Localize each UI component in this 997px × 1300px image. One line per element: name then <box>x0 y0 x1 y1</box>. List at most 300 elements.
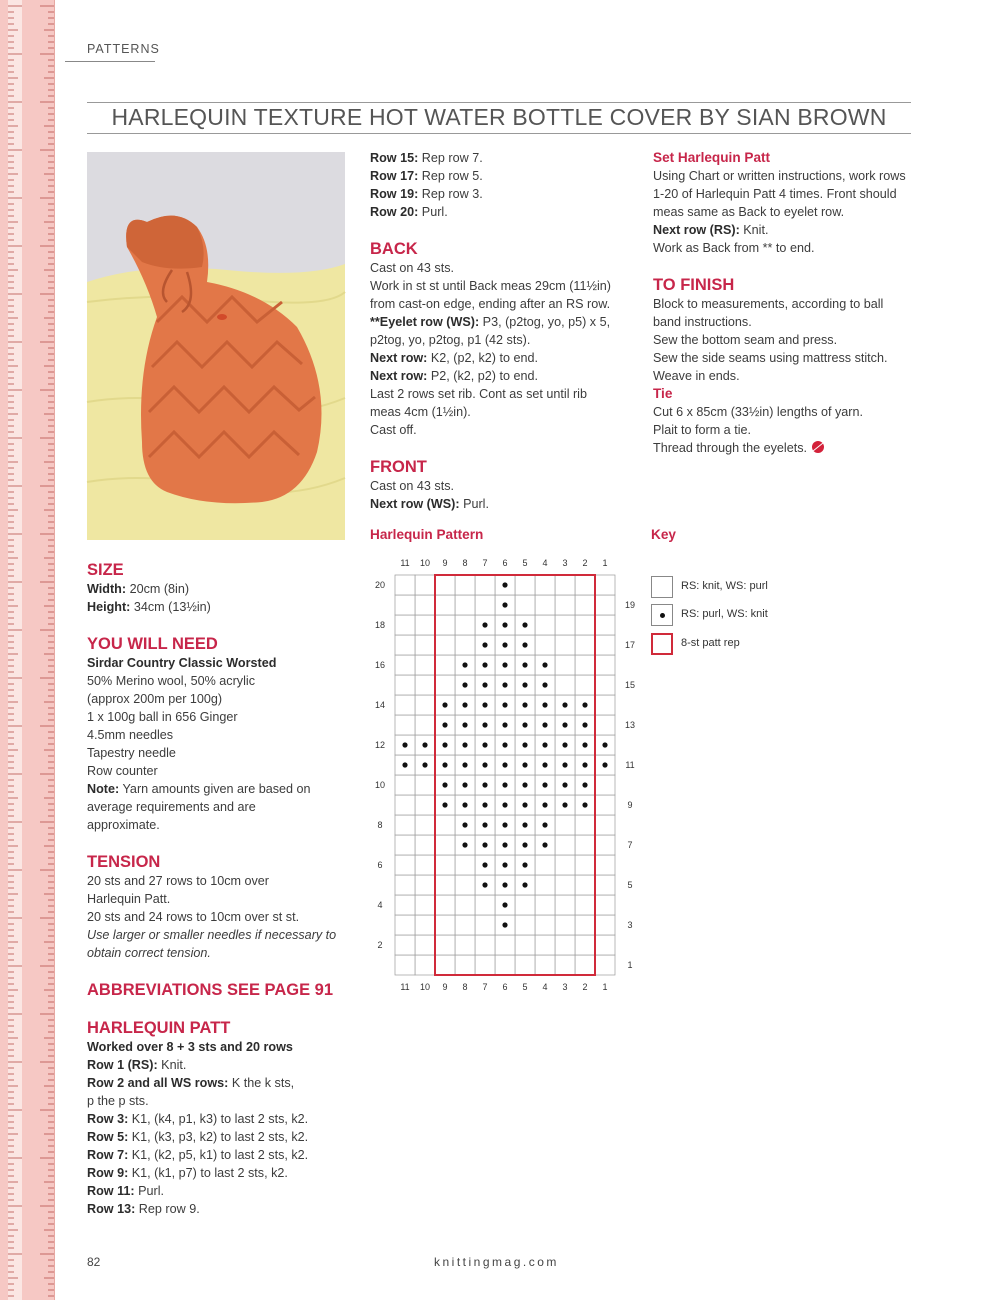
chart-cell <box>595 895 615 915</box>
purl-dot <box>482 782 487 787</box>
back-next-row: Next row: K2, (p2, k2) to end. <box>370 351 538 365</box>
chart-cell <box>595 935 615 955</box>
purl-dot <box>582 742 587 747</box>
column-label-top: 6 <box>502 558 508 568</box>
chart-cell <box>415 955 435 975</box>
column-label-bottom: 2 <box>582 982 588 992</box>
chart-cell <box>455 575 475 595</box>
chart-cell <box>395 775 415 795</box>
row-label-ws: 12 <box>374 740 386 750</box>
finish-line: Weave in ends. <box>653 369 740 383</box>
purl-dot <box>542 762 547 767</box>
row-label-rs: 11 <box>625 760 635 770</box>
tie-heading: Tie <box>653 386 673 401</box>
purl-dot <box>502 602 507 607</box>
chart-cell <box>595 695 615 715</box>
pattern-row: Row 9: K1, (k1, p7) to last 2 sts, k2. <box>87 1166 288 1180</box>
purl-dot <box>462 822 467 827</box>
pattern-row: Row 15: Rep row 7. <box>370 151 483 165</box>
purl-dot <box>522 882 527 887</box>
row-label-rs: 7 <box>627 840 633 850</box>
chart-cell <box>415 695 435 715</box>
purl-dot <box>542 842 547 847</box>
chart-cell <box>395 815 415 835</box>
chart-cell <box>515 955 535 975</box>
chart-cell <box>535 955 555 975</box>
chart-cell <box>395 635 415 655</box>
row-label-ws: 16 <box>374 660 386 670</box>
column-label-bottom: 10 <box>419 982 431 992</box>
chart-cell <box>535 615 555 635</box>
finish-heading: TO FINISH <box>653 276 735 294</box>
harlequin-chart <box>370 550 636 1000</box>
row-label-ws: 10 <box>374 780 386 790</box>
row-label-rs: 3 <box>627 920 633 930</box>
purl-dot <box>562 702 567 707</box>
purl-dot <box>462 802 467 807</box>
need-line: 50% Merino wool, 50% acrylic <box>87 674 255 688</box>
purl-dot <box>442 782 447 787</box>
page-number: 82 <box>87 1255 101 1269</box>
purl-dot <box>542 822 547 827</box>
row-label-ws: 4 <box>377 900 383 910</box>
chart-cell <box>395 715 415 735</box>
chart-cell <box>395 795 415 815</box>
chart-cell <box>415 595 435 615</box>
chart-cell <box>395 575 415 595</box>
column-label-bottom: 7 <box>482 982 488 992</box>
purl-dot <box>442 702 447 707</box>
chart-cell <box>595 835 615 855</box>
need-heading: YOU WILL NEED <box>87 635 218 653</box>
chart-cell <box>415 835 435 855</box>
chart-cell <box>435 635 455 655</box>
chart-cell <box>455 875 475 895</box>
purl-dot <box>482 862 487 867</box>
chart-cell <box>555 895 575 915</box>
yarn-ball-end-icon <box>811 440 825 454</box>
ruler-ticks <box>0 0 54 1300</box>
column-label-top: 9 <box>442 558 448 568</box>
purl-dot <box>562 762 567 767</box>
row-label-rs: 13 <box>624 720 636 730</box>
tension-line: 20 sts and 27 rows to 10cm over Harlequin Patt. <box>87 874 270 906</box>
back-heading: BACK <box>370 240 418 258</box>
need-note: Note: Yarn amounts given are based on average requirements and are approximate. <box>87 782 311 832</box>
column-label-bottom: 9 <box>442 982 448 992</box>
need-line: 1 x 100g ball in 656 Ginger <box>87 710 238 724</box>
finish-line: Sew the side seams using mattress stitch. <box>653 351 888 365</box>
purl-dot <box>502 782 507 787</box>
chart-cell <box>435 615 455 635</box>
need-line: Tapestry needle <box>87 746 176 760</box>
size-width: Width: 20cm (8in) <box>87 582 190 596</box>
chart-cell <box>415 615 435 635</box>
chart-cell <box>435 855 455 875</box>
purl-dot <box>442 802 447 807</box>
purl-dot <box>542 702 547 707</box>
purl-dot <box>502 582 507 587</box>
column-left <box>87 560 347 1218</box>
chart-cell <box>435 595 455 615</box>
chart-cell <box>555 835 575 855</box>
column-label-top: 11 <box>400 558 410 568</box>
front-next-row: Next row (WS): Purl. <box>370 497 489 511</box>
purl-dot <box>542 782 547 787</box>
chart-cell <box>575 875 595 895</box>
tie-line: Plait to form a tie. <box>653 423 751 437</box>
chart-cell <box>395 955 415 975</box>
chart-cell <box>455 595 475 615</box>
purl-dot <box>502 902 507 907</box>
chart-cell <box>575 615 595 635</box>
purl-dot <box>482 722 487 727</box>
purl-dot <box>462 842 467 847</box>
purl-dot <box>482 662 487 667</box>
chart-cell <box>455 955 475 975</box>
chart-cell <box>455 855 475 875</box>
chart-cell <box>595 955 615 975</box>
chart-cell <box>595 875 615 895</box>
purl-dot <box>502 622 507 627</box>
chart-cell <box>515 895 535 915</box>
title-rule-top <box>87 102 911 103</box>
chart-cell <box>415 875 435 895</box>
purl-dot <box>522 822 527 827</box>
row-label-ws: 20 <box>374 580 386 590</box>
purl-dot <box>522 842 527 847</box>
purl-dot <box>522 782 527 787</box>
chart-cell <box>495 935 515 955</box>
front-heading: FRONT <box>370 458 427 476</box>
side-ruler <box>0 0 55 1300</box>
purl-dot <box>562 742 567 747</box>
purl-dot <box>502 922 507 927</box>
chart-cell <box>555 635 575 655</box>
pattern-row: Row 5: K1, (k3, p3, k2) to last 2 sts, k2. <box>87 1130 309 1144</box>
chart-cell <box>455 635 475 655</box>
chart-cell <box>555 935 575 955</box>
column-label-top: 10 <box>419 558 431 568</box>
chart-cell <box>515 915 535 935</box>
chart-cell <box>595 595 615 615</box>
row-label-rs: 1 <box>627 960 633 970</box>
purl-dot <box>582 802 587 807</box>
chart-cell <box>395 895 415 915</box>
purl-dot <box>602 762 607 767</box>
size-heading: SIZE <box>87 561 124 579</box>
purl-dot <box>442 722 447 727</box>
purl-dot <box>522 622 527 627</box>
column-label-top: 1 <box>602 558 608 568</box>
purl-dot <box>522 802 527 807</box>
chart-cell <box>435 655 455 675</box>
back-line: Cast off. <box>370 423 417 437</box>
chart-cell <box>415 795 435 815</box>
chart-cell <box>475 915 495 935</box>
chart-cell <box>595 675 615 695</box>
purl-dot <box>562 802 567 807</box>
purl-dot <box>582 722 587 727</box>
chart-cell <box>575 895 595 915</box>
chart-cell <box>395 935 415 955</box>
chart-cell <box>575 955 595 975</box>
purl-dot <box>422 742 427 747</box>
purl-dot <box>522 662 527 667</box>
chart-cell <box>575 575 595 595</box>
chart-cell <box>515 595 535 615</box>
purl-dot <box>482 762 487 767</box>
tension-heading: TENSION <box>87 853 161 871</box>
chart-cell <box>595 575 615 595</box>
purl-dot <box>502 722 507 727</box>
set-patt-heading: Set Harlequin Patt <box>653 150 771 165</box>
purl-dot <box>522 722 527 727</box>
purl-dot <box>522 642 527 647</box>
size-height: Height: 34cm (13½in) <box>87 600 211 614</box>
chart-cell <box>475 575 495 595</box>
column-label-top: 2 <box>582 558 588 568</box>
pattern-row: Row 13: Rep row 9. <box>87 1202 200 1216</box>
chart-cell <box>455 615 475 635</box>
purl-dot <box>462 782 467 787</box>
chart-cell <box>575 815 595 835</box>
chart-cell <box>555 955 575 975</box>
tension-line: 20 sts and 24 rows to 10cm over st st. <box>87 910 300 924</box>
chart-cell <box>475 955 495 975</box>
chart-cell <box>595 855 615 875</box>
chart-cell <box>575 935 595 955</box>
column-label-top: 5 <box>522 558 528 568</box>
chart-cell <box>555 575 575 595</box>
page-title: HARLEQUIN TEXTURE HOT WATER BOTTLE COVER BY SIAN BROWN <box>111 104 887 130</box>
purl-dot <box>462 702 467 707</box>
chart-cell <box>535 855 555 875</box>
chart-cell <box>395 915 415 935</box>
chart-cell <box>415 675 435 695</box>
chart-cell <box>415 635 435 655</box>
column-label-bottom: 5 <box>522 982 528 992</box>
chart-cell <box>535 935 555 955</box>
chart-cell <box>555 815 575 835</box>
purl-dot <box>482 622 487 627</box>
chart-cell <box>415 815 435 835</box>
row-label-ws: 6 <box>377 860 383 870</box>
column-label-bottom: 4 <box>542 982 548 992</box>
need-line: 4.5mm needles <box>87 728 174 742</box>
need-line: (approx 200m per 100g) <box>87 692 223 706</box>
chart-cell <box>435 835 455 855</box>
chart-cell <box>435 815 455 835</box>
chart-cell <box>555 655 575 675</box>
row-label-rs: 15 <box>624 680 636 690</box>
chart-cell <box>415 895 435 915</box>
back-line: Work in st st until Back meas 29cm (11½in) from cast-on edge, ending after an RS row. <box>370 279 611 311</box>
column-label-bottom: 8 <box>462 982 468 992</box>
chart-cell <box>395 835 415 855</box>
column-label-bottom: 1 <box>602 982 608 992</box>
chart-cell <box>595 635 615 655</box>
chart-cell <box>415 915 435 935</box>
purl-dot <box>482 822 487 827</box>
chart-cell <box>435 675 455 695</box>
harlequin-heading: HARLEQUIN PATT <box>87 1019 231 1037</box>
purl-dot <box>522 742 527 747</box>
purl-dot <box>542 722 547 727</box>
chart-cell <box>395 875 415 895</box>
chart-cell <box>595 815 615 835</box>
purl-dot <box>542 662 547 667</box>
purl-dot <box>462 742 467 747</box>
chart-cell <box>575 655 595 675</box>
harlequin-intro: Worked over 8 + 3 sts and 20 rows <box>87 1040 293 1054</box>
chart-cell <box>395 595 415 615</box>
chart-cell <box>595 795 615 815</box>
chart-cell <box>575 835 595 855</box>
set-patt-line: Work as Back from ** to end. <box>653 241 815 255</box>
section-label: PATTERNS <box>87 42 160 56</box>
chart-cell <box>535 635 555 655</box>
chart-cell <box>415 715 435 735</box>
chart-cell <box>455 935 475 955</box>
chart-cell <box>515 575 535 595</box>
row-label-ws: 2 <box>377 940 383 950</box>
purl-dot <box>522 702 527 707</box>
pattern-row: Row 2 and all WS rows: K the k sts, p the p sts. <box>87 1076 295 1108</box>
product-photo <box>87 152 345 540</box>
chart-cell <box>395 655 415 675</box>
chart-cell <box>395 675 415 695</box>
purl-dot <box>502 742 507 747</box>
chart-cell <box>415 575 435 595</box>
purl-dot <box>582 762 587 767</box>
chart-cell <box>475 595 495 615</box>
abbreviations-heading: ABBREVIATIONS SEE PAGE 91 <box>87 981 334 999</box>
purl-swatch-icon <box>651 604 673 626</box>
chart-cell <box>435 955 455 975</box>
purl-dot <box>522 862 527 867</box>
chart-cell <box>595 655 615 675</box>
chart-cell <box>495 955 515 975</box>
chart-cell <box>595 715 615 735</box>
purl-dot <box>542 802 547 807</box>
chart-cell <box>475 895 495 915</box>
chart-cell <box>575 915 595 935</box>
chart-cell <box>575 855 595 875</box>
chart-cell <box>395 695 415 715</box>
chart-cell <box>555 855 575 875</box>
back-line: Cast on 43 sts. <box>370 261 454 275</box>
purl-dot <box>462 722 467 727</box>
column-label-top: 7 <box>482 558 488 568</box>
column-label-bottom: 3 <box>562 982 568 992</box>
chart-cell <box>555 675 575 695</box>
chart-cell <box>555 915 575 935</box>
purl-dot <box>462 682 467 687</box>
chart-cell <box>415 855 435 875</box>
column-label-top: 8 <box>462 558 468 568</box>
need-line: Row counter <box>87 764 158 778</box>
tie-line: Thread through the eyelets. <box>653 439 911 457</box>
purl-dot <box>462 762 467 767</box>
purl-dot <box>482 802 487 807</box>
chart-cell <box>435 875 455 895</box>
set-patt-text: Using Chart or written instructions, work rows 1-20 of Harlequin Patt 4 times. Front should meas same as Back to eyelet row. <box>653 169 906 219</box>
chart-cell <box>415 775 435 795</box>
row-label-rs: 19 <box>624 600 636 610</box>
row-label-ws: 14 <box>374 700 386 710</box>
column-right <box>653 149 911 457</box>
chart-cell <box>555 875 575 895</box>
purl-dot <box>502 842 507 847</box>
chart-cell <box>595 775 615 795</box>
chart-cell <box>415 935 435 955</box>
chart-cell <box>535 875 555 895</box>
chart-cell <box>475 935 495 955</box>
chart-cell <box>575 595 595 615</box>
purl-dot <box>482 882 487 887</box>
purl-dot <box>582 782 587 787</box>
pattern-row: Row 1 (RS): Knit. <box>87 1058 187 1072</box>
pattern-row: Row 20: Purl. <box>370 205 448 219</box>
purl-dot <box>482 682 487 687</box>
chart-cell <box>395 615 415 635</box>
purl-dot <box>422 762 427 767</box>
column-label-top: 4 <box>542 558 548 568</box>
purl-dot <box>502 882 507 887</box>
purl-dot <box>522 762 527 767</box>
repeat-swatch-icon <box>651 633 673 655</box>
column-label-bottom: 6 <box>502 982 508 992</box>
website-url: knittingmag.com <box>434 1255 559 1269</box>
purl-dot <box>502 862 507 867</box>
chart-cell <box>415 655 435 675</box>
chart-cell <box>535 575 555 595</box>
purl-dot <box>402 762 407 767</box>
finish-line: Block to measurements, according to ball band instructions. <box>653 297 884 329</box>
chart-cell <box>395 855 415 875</box>
back-next-row: Next row: P2, (k2, p2) to end. <box>370 369 538 383</box>
chart-cell <box>435 895 455 915</box>
pattern-row: Row 3: K1, (k4, p1, k3) to last 2 sts, k2. <box>87 1112 309 1126</box>
column-label-top: 3 <box>562 558 568 568</box>
chart-cell <box>515 935 535 955</box>
back-line: Last 2 rows set rib. Cont as set until rib meas 4cm (1½in). <box>370 387 587 419</box>
chart-cell <box>555 595 575 615</box>
pattern-row: Row 11: Purl. <box>87 1184 164 1198</box>
purl-dot <box>542 682 547 687</box>
column-middle <box>370 149 632 513</box>
pattern-row: Row 17: Rep row 5. <box>370 169 483 183</box>
row-label-ws: 8 <box>377 820 383 830</box>
hot-water-bottle-image <box>87 152 345 540</box>
pattern-row: Row 19: Rep row 3. <box>370 187 483 201</box>
finish-line: Sew the bottom seam and press. <box>653 333 838 347</box>
chart-cell <box>595 615 615 635</box>
chart-cell <box>575 635 595 655</box>
purl-dot <box>562 722 567 727</box>
purl-dot <box>462 662 467 667</box>
yarn-name: Sirdar Country Classic Worsted <box>87 656 277 670</box>
purl-dot <box>442 742 447 747</box>
row-label-rs: 5 <box>627 880 633 890</box>
purl-dot <box>482 642 487 647</box>
pattern-row: Row 7: K1, (k2, p5, k1) to last 2 sts, k2. <box>87 1148 309 1162</box>
purl-dot <box>482 702 487 707</box>
front-line: Cast on 43 sts. <box>370 479 454 493</box>
section-underline <box>65 61 155 62</box>
purl-dot <box>482 742 487 747</box>
